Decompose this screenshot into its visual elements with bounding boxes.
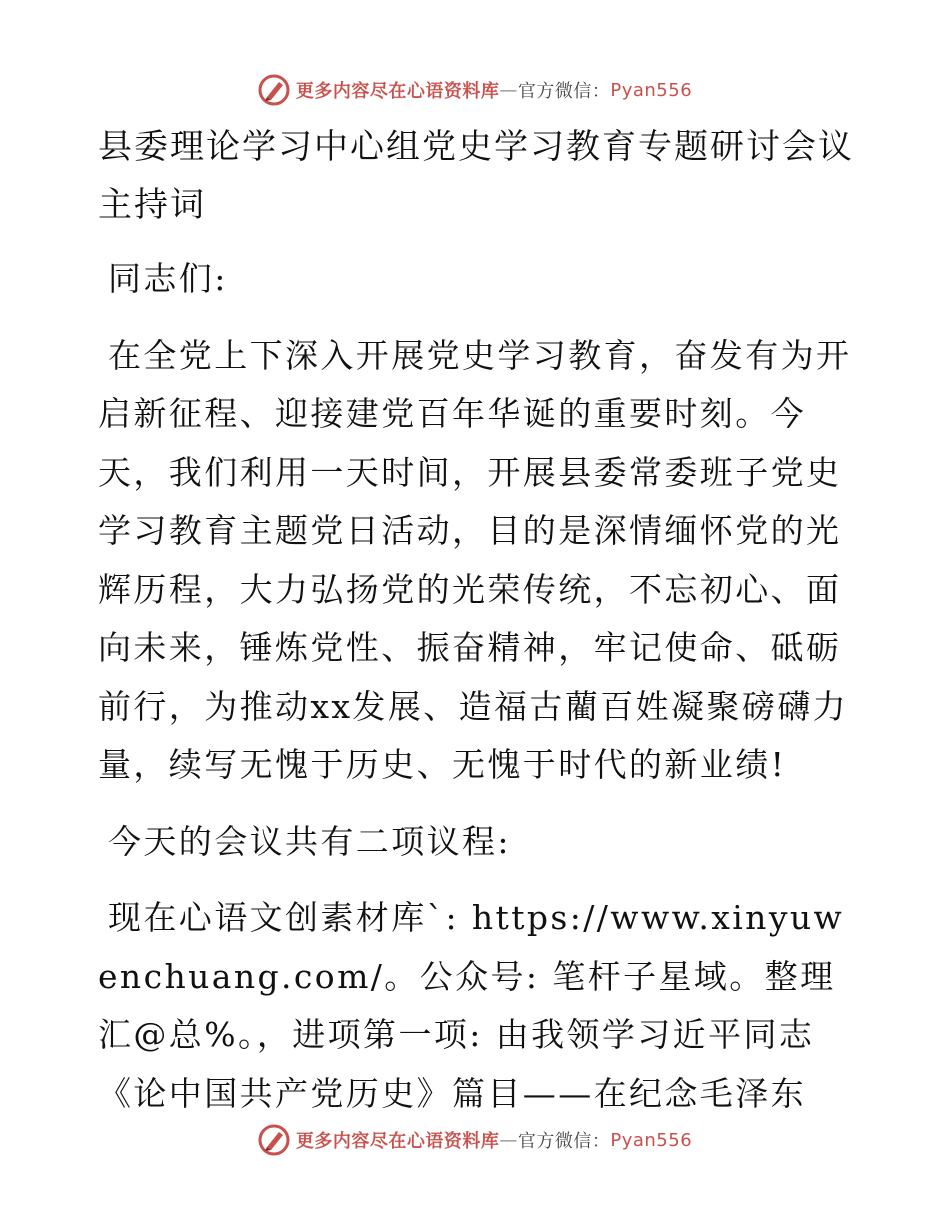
paragraph-greeting: 同志们: <box>108 259 228 298</box>
document-body <box>98 118 858 1123</box>
paragraph-first-item: 现在心语文创素材库`: https://www.xinyuwenchuang.com/。公众号: 笔杆子星域。整理汇@总%。，进项第一项: 由我领学习近平同志《论中国共产党历史》篇目——在纪念毛泽东 <box>98 898 845 1113</box>
watermark-wechat-id: Pyan556 <box>610 79 693 101</box>
watermark-main-text: 更多内容尽在心语资料库 <box>295 1131 500 1152</box>
paragraph-intro: 在全党上下深入开展党史学习教育，奋发有为开启新征程、迎接建党百年华诞的重要时刻。今天，我们利用一天时间，开展县委常委班子党史学习教育主题党日活动，目的是深情缅怀党的光辉历程，大力弘扬党的光荣传统，不忘初心、面向未来，锤炼党性、振奋精神，牢记使命、砥砺前行，为推动xx发展、造福古藺百姓凝聚磅礴力量，续写无愧于历史、无愧于时代的新业绩! <box>98 335 852 784</box>
paragraph-agenda: 今天的会议共有二项议程: <box>108 821 511 861</box>
watermark-main-text: 更多内容尽在心语资料库 <box>295 81 500 102</box>
watermark-dash: — <box>499 79 518 101</box>
watermark-header <box>0 70 950 110</box>
pen-logo-icon <box>258 1124 290 1156</box>
pen-logo-icon <box>258 74 290 106</box>
document-title: 县委理论学习中心组党史学习教育专题研讨会议主持词 <box>98 127 854 225</box>
watermark-dash: — <box>499 1129 518 1151</box>
watermark-label: 官方微信： <box>517 81 611 102</box>
watermark-label: 官方微信： <box>517 1131 611 1152</box>
watermark-wechat-id: Pyan556 <box>610 1129 693 1151</box>
watermark-footer <box>0 1120 950 1160</box>
